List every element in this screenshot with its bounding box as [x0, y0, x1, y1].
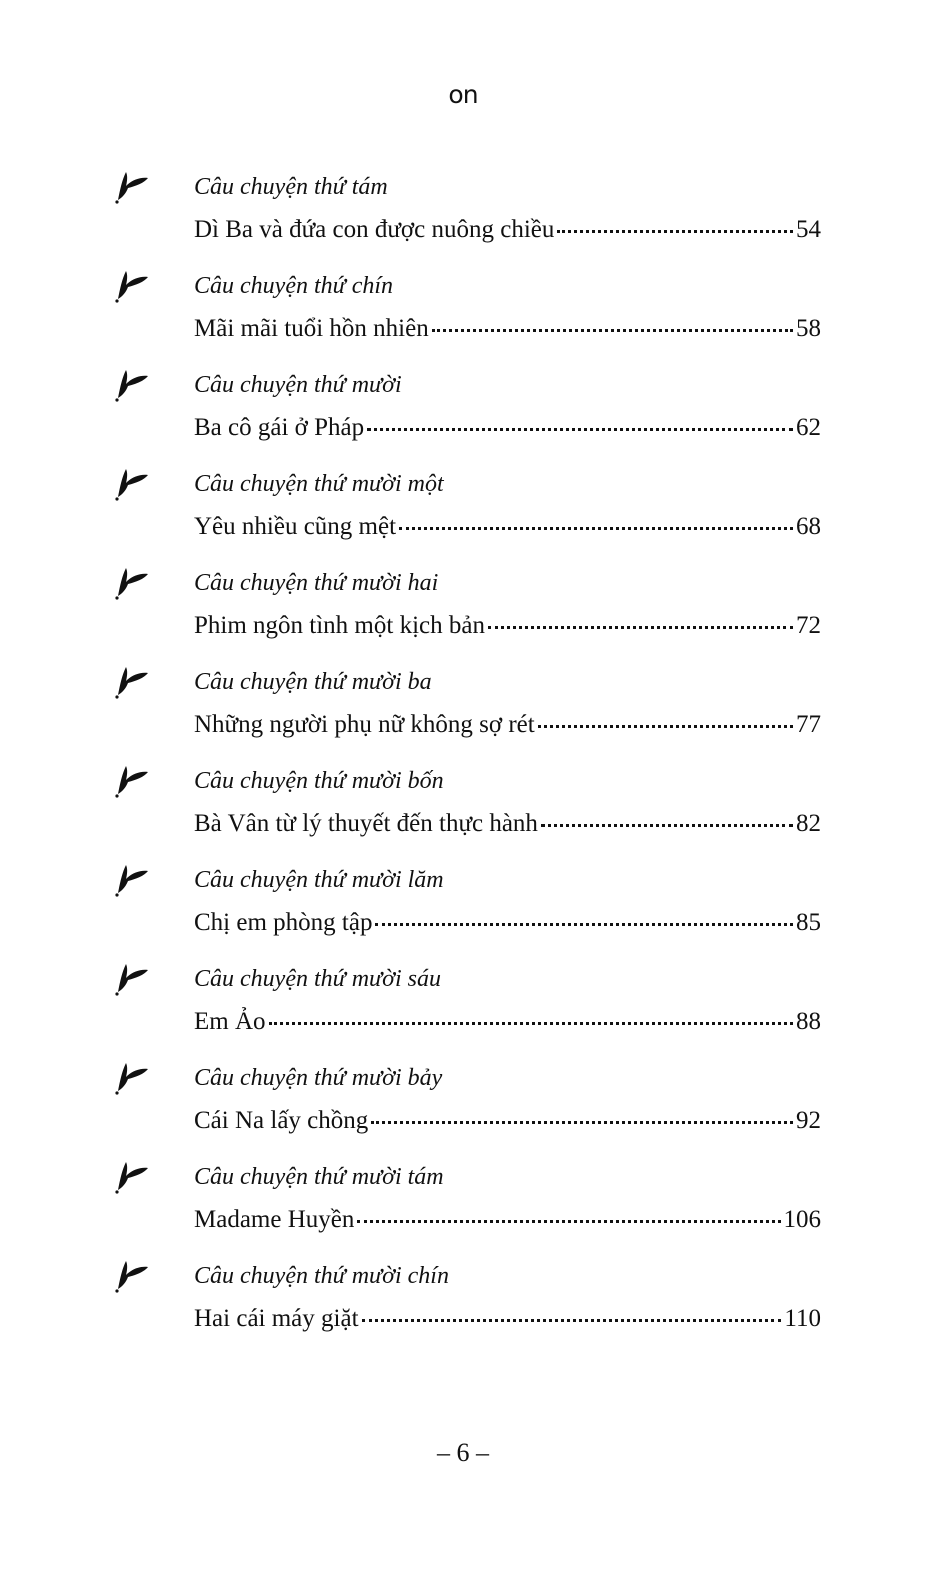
dot-leader: [488, 626, 793, 629]
chapter-label: Câu chuyện thứ mười chín: [194, 1263, 449, 1289]
page-number: 106: [783, 1206, 821, 1233]
dot-leader: [399, 527, 793, 530]
chapter-title: Ba cô gái ở Pháp: [194, 414, 365, 441]
page-number: 72: [796, 612, 821, 639]
chapter-title-row: [194, 808, 821, 840]
leaf-ornament-icon: [112, 562, 152, 600]
chapter-title-row: [194, 1105, 821, 1137]
dot-leader: [367, 428, 793, 431]
chapter-title: Yêu nhiều cũng mệt: [194, 513, 397, 540]
dot-leader: [371, 1121, 793, 1124]
leaf-ornament-icon: [112, 166, 152, 204]
chapter-title: Những người phụ nữ không sợ rét: [194, 711, 535, 738]
toc-entry[interactable]: [0, 461, 926, 560]
chapter-title-row: [194, 214, 821, 246]
dot-leader: [432, 329, 793, 332]
chapter-label: Câu chuyện thứ mười: [194, 372, 402, 398]
running-head: on: [448, 80, 478, 109]
page-number: 88: [796, 1008, 821, 1035]
dot-leader: [538, 725, 793, 728]
table-of-contents: [0, 164, 926, 1352]
chapter-label: Câu chuyện thứ mười lăm: [194, 867, 444, 893]
toc-entry[interactable]: [0, 362, 926, 461]
page-number: 62: [796, 414, 821, 441]
chapter-title-row: [194, 1006, 821, 1038]
dot-leader: [362, 1319, 782, 1322]
page-number: 110: [784, 1305, 821, 1332]
page-footer-number: – 6 –: [437, 1438, 489, 1467]
dot-leader: [375, 923, 793, 926]
chapter-title-row: [194, 1204, 821, 1236]
page-number: 92: [796, 1107, 821, 1134]
chapter-title-row: [194, 610, 821, 642]
toc-entry[interactable]: [0, 1154, 926, 1253]
page-number: 54: [796, 216, 821, 243]
chapter-title-row: [194, 511, 821, 543]
toc-entry[interactable]: [0, 1253, 926, 1352]
toc-entry[interactable]: [0, 263, 926, 362]
chapter-label: Câu chuyện thứ chín: [194, 273, 394, 299]
leaf-ornament-icon: [112, 1156, 152, 1194]
chapter-label: Câu chuyện thứ mười một: [194, 471, 444, 497]
page-number: 85: [796, 909, 821, 936]
chapter-title-row: [194, 709, 821, 741]
page-number: 77: [796, 711, 821, 738]
chapter-label: Câu chuyện thứ mười tám: [194, 1164, 444, 1190]
chapter-title: Dì Ba và đứa con được nuông chiều: [194, 216, 555, 243]
leaf-ornament-icon: [112, 1255, 152, 1293]
chapter-title: Em Ảo: [194, 1008, 266, 1035]
leaf-ornament-icon: [112, 1057, 152, 1095]
chapter-title-row: [194, 1303, 821, 1335]
chapter-title: Hai cái máy giặt: [194, 1305, 359, 1332]
chapter-label: Câu chuyện thứ mười hai: [194, 570, 439, 596]
chapter-label: Câu chuyện thứ mười bốn: [194, 768, 444, 794]
chapter-label: Câu chuyện thứ mười bảy: [194, 1065, 443, 1091]
toc-entry[interactable]: [0, 1055, 926, 1154]
page-number: 82: [796, 810, 821, 837]
page-number: 68: [796, 513, 821, 540]
chapter-title: Phim ngôn tình một kịch bản: [194, 612, 485, 639]
dot-leader: [557, 230, 793, 233]
chapter-title: Chị em phòng tập: [194, 909, 373, 936]
toc-entry[interactable]: [0, 956, 926, 1055]
chapter-label: Câu chuyện thứ tám: [194, 174, 388, 200]
dot-leader: [357, 1220, 780, 1223]
chapter-title-row: [194, 313, 821, 345]
chapter-label: Câu chuyện thứ mười sáu: [194, 966, 441, 992]
dot-leader: [269, 1022, 793, 1025]
chapter-title: Mãi mãi tuổi hồn nhiên: [194, 315, 429, 342]
leaf-ornament-icon: [112, 463, 152, 501]
leaf-ornament-icon: [112, 859, 152, 897]
chapter-title-row: [194, 412, 821, 444]
toc-entry[interactable]: [0, 857, 926, 956]
leaf-ornament-icon: [112, 265, 152, 303]
chapter-title-row: [194, 907, 821, 939]
page-number: 58: [796, 315, 821, 342]
dot-leader: [541, 824, 793, 827]
toc-entry[interactable]: [0, 758, 926, 857]
leaf-ornament-icon: [112, 958, 152, 996]
chapter-title: Madame Huyền: [194, 1206, 355, 1233]
chapter-label: Câu chuyện thứ mười ba: [194, 669, 432, 695]
chapter-title: Bà Vân từ lý thuyết đến thực hành: [194, 810, 538, 837]
chapter-title: Cái Na lấy chồng: [194, 1107, 369, 1134]
leaf-ornament-icon: [112, 364, 152, 402]
leaf-ornament-icon: [112, 661, 152, 699]
toc-entry[interactable]: [0, 659, 926, 758]
toc-entry[interactable]: [0, 560, 926, 659]
toc-entry[interactable]: [0, 164, 926, 263]
leaf-ornament-icon: [112, 760, 152, 798]
